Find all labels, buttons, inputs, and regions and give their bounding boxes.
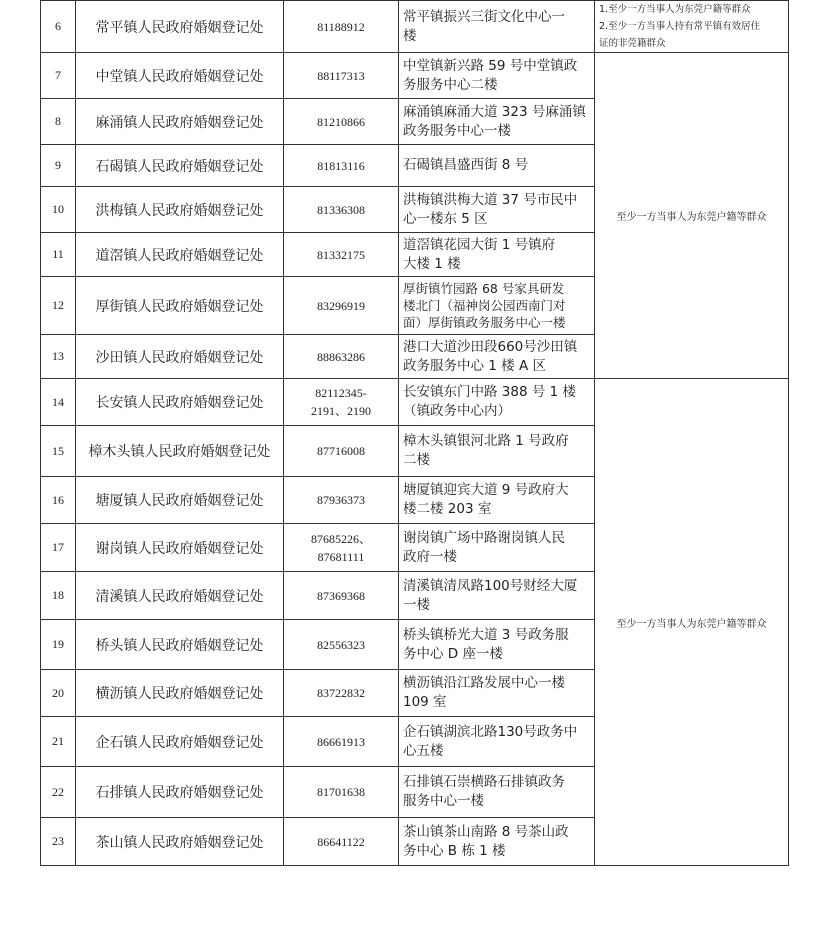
office-address: 塘厦镇迎宾大道 9 号政府大 楼二楼 203 室 — [399, 477, 595, 524]
office-address: 麻涌镇麻涌大道 323 号麻涌镇 政务服务中心一楼 — [399, 99, 595, 145]
office-address: 中堂镇新兴路 59 号中堂镇政 务服务中心二楼 — [399, 53, 595, 99]
phone-number: 86641122 — [284, 818, 399, 866]
office-address: 道滘镇花园大街 1 号镇府 大楼 1 楼 — [399, 233, 595, 277]
office-address: 茶山镇茶山南路 8 号茶山政 务中心 B 栋 1 楼 — [399, 818, 595, 866]
office-address: 石碣镇昌盛西街 8 号 — [399, 145, 595, 187]
office-name: 横沥镇人民政府婚姻登记处 — [76, 670, 284, 717]
office-name: 道滘镇人民政府婚姻登记处 — [76, 233, 284, 277]
table-row — [41, 1, 789, 53]
row-number: 15 — [41, 426, 76, 477]
row-number: 13 — [41, 335, 76, 379]
row-number: 19 — [41, 620, 76, 670]
row-number: 18 — [41, 572, 76, 620]
phone-number: 81210866 — [284, 99, 399, 145]
phone-number: 81332175 — [284, 233, 399, 277]
office-name: 中堂镇人民政府婚姻登记处 — [76, 53, 284, 99]
row-number: 14 — [41, 379, 76, 426]
office-name: 麻涌镇人民政府婚姻登记处 — [76, 99, 284, 145]
office-name: 厚街镇人民政府婚姻登记处 — [76, 277, 284, 335]
office-address: 石排镇石崇横路石排镇政务 服务中心一楼 — [399, 767, 595, 818]
office-address: 洪梅镇洪梅大道 37 号市民中 心一楼东 5 区 — [399, 187, 595, 233]
office-address: 企石镇湖滨北路130号政务中 心五楼 — [399, 717, 595, 767]
office-address: 谢岗镇广场中路谢岗镇人民 政府一楼 — [399, 524, 595, 572]
phone-number: 83296919 — [284, 277, 399, 335]
row-number: 12 — [41, 277, 76, 335]
row-number: 6 — [41, 1, 76, 53]
eligibility-condition-row6: 1.至少一方当事人为东莞户籍等群众 2.至少一方当事人持有常平镇有效居住 证的非莞籍群众 — [595, 1, 789, 53]
phone-number: 81701638 — [284, 767, 399, 818]
office-name: 桥头镇人民政府婚姻登记处 — [76, 620, 284, 670]
phone-number: 82556323 — [284, 620, 399, 670]
office-address: 清溪镇清凤路100号财经大厦 一楼 — [399, 572, 595, 620]
row-number: 23 — [41, 818, 76, 866]
office-name: 清溪镇人民政府婚姻登记处 — [76, 572, 284, 620]
row-number: 7 — [41, 53, 76, 99]
table-row — [41, 53, 789, 99]
office-name: 沙田镇人民政府婚姻登记处 — [76, 335, 284, 379]
office-name: 茶山镇人民政府婚姻登记处 — [76, 818, 284, 866]
office-address: 长安镇东门中路 388 号 1 楼 （镇政务中心内） — [399, 379, 595, 426]
phone-number: 87685226、 87681111 — [284, 524, 399, 572]
phone-number: 87716008 — [284, 426, 399, 477]
marriage-registration-table — [40, 0, 789, 866]
row-number: 20 — [41, 670, 76, 717]
row-number: 17 — [41, 524, 76, 572]
office-address: 桥头镇桥光大道 3 号政务服 务中心 D 座一楼 — [399, 620, 595, 670]
office-address: 港口大道沙田段660号沙田镇 政务服务中心 1 楼 A 区 — [399, 335, 595, 379]
row-number: 16 — [41, 477, 76, 524]
phone-number: 86661913 — [284, 717, 399, 767]
row-number: 8 — [41, 99, 76, 145]
office-address: 樟木头镇银河北路 1 号政府 二楼 — [399, 426, 595, 477]
office-name: 石排镇人民政府婚姻登记处 — [76, 767, 284, 818]
eligibility-condition-group-14-23: 至少一方当事人为东莞户籍等群众 — [595, 379, 789, 866]
office-name: 常平镇人民政府婚姻登记处 — [76, 1, 284, 53]
phone-number: 81188912 — [284, 1, 399, 53]
row-number: 10 — [41, 187, 76, 233]
office-name: 谢岗镇人民政府婚姻登记处 — [76, 524, 284, 572]
row-number: 11 — [41, 233, 76, 277]
office-name: 洪梅镇人民政府婚姻登记处 — [76, 187, 284, 233]
office-address: 常平镇振兴三街文化中心一 楼 — [399, 1, 595, 53]
phone-number: 83722832 — [284, 670, 399, 717]
office-name: 长安镇人民政府婚姻登记处 — [76, 379, 284, 426]
phone-number: 82112345- 2191、2190 — [284, 379, 399, 426]
office-name: 樟木头镇人民政府婚姻登记处 — [76, 426, 284, 477]
row-number: 9 — [41, 145, 76, 187]
phone-number: 88863286 — [284, 335, 399, 379]
phone-number: 88117313 — [284, 53, 399, 99]
office-address: 横沥镇沿江路发展中心一楼 109 室 — [399, 670, 595, 717]
office-name: 塘厦镇人民政府婚姻登记处 — [76, 477, 284, 524]
phone-number: 81336308 — [284, 187, 399, 233]
table-row — [41, 379, 789, 426]
office-address: 厚街镇竹园路 68 号家具研发 楼北门（福神岗公园西南门对 面）厚街镇政务服务中心一楼 — [399, 277, 595, 335]
eligibility-condition-group-7-13: 至少一方当事人为东莞户籍等群众 — [595, 53, 789, 379]
phone-number: 87369368 — [284, 572, 399, 620]
row-number: 21 — [41, 717, 76, 767]
phone-number: 87936373 — [284, 477, 399, 524]
office-name: 石碣镇人民政府婚姻登记处 — [76, 145, 284, 187]
phone-number: 81813116 — [284, 145, 399, 187]
row-number: 22 — [41, 767, 76, 818]
office-name: 企石镇人民政府婚姻登记处 — [76, 717, 284, 767]
